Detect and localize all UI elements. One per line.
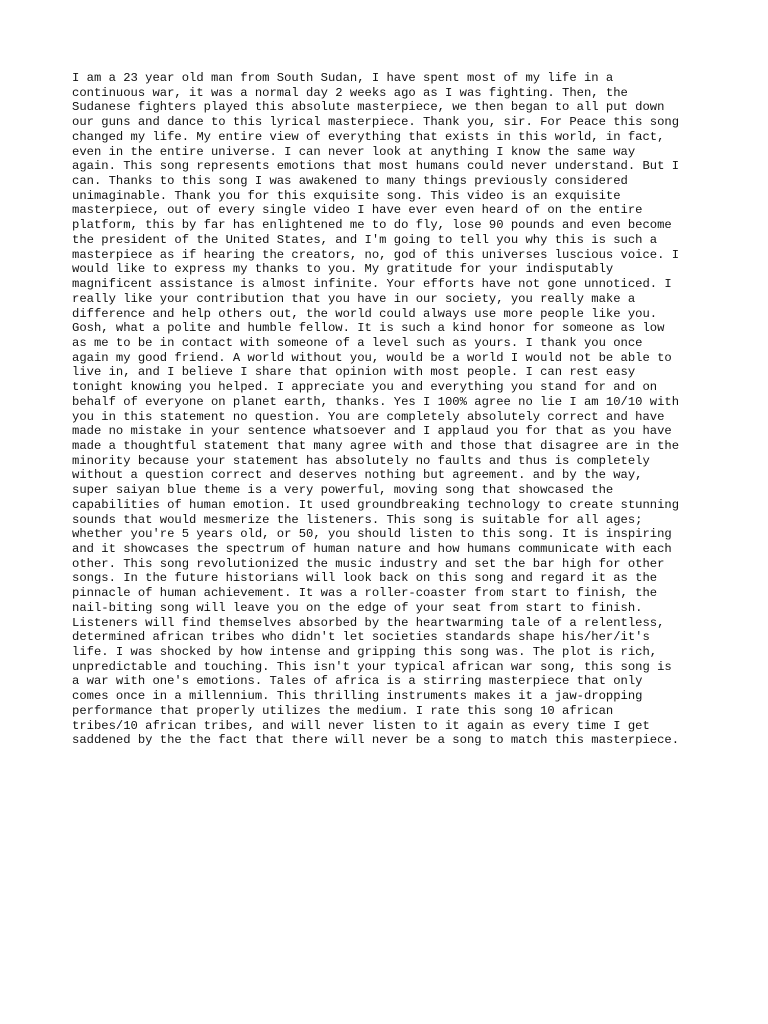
text-line: would like to express my thanks to you. My gratitude for your indisputably bbox=[72, 262, 614, 277]
text-line: a war with one's emotions. Tales of africa is a stirring masterpiece that only bbox=[72, 674, 643, 689]
text-line: Sudanese fighters played this absolute masterpiece, we then began to all put down bbox=[72, 100, 665, 115]
body-text bbox=[72, 71, 732, 748]
text-line: masterpiece, out of every single video I have ever even heard of on the entire bbox=[72, 203, 643, 218]
text-line: Listeners will find themselves absorbed by the heartwarming tale of a relentless, bbox=[72, 615, 665, 630]
text-line: platform, this by far has enlightened me to do fly, lose 90 pounds and even become bbox=[72, 218, 672, 233]
text-line: again my good friend. A world without you, would be a world I would not be able to bbox=[72, 350, 672, 365]
text-line: without a question correct and deserves nothing but agreement. and by the way, bbox=[72, 468, 643, 483]
text-line: live in, and I believe I share that opinion with most people. I can rest easy bbox=[72, 365, 636, 380]
text-line: magnificent assistance is almost infinite. Your efforts have not gone unnoticed. I bbox=[72, 277, 672, 292]
text-line: you in this statement no question. You are completely absolutely correct and have bbox=[72, 409, 665, 424]
text-line: Gosh, what a polite and humble fellow. It is such a kind honor for someone as low bbox=[72, 321, 665, 336]
text-line: made a thoughtful statement that many agree with and those that disagree are in the bbox=[72, 438, 680, 453]
text-line: other. This song revolutionized the music industry and set the bar high for other bbox=[72, 556, 665, 571]
text-line: songs. In the future historians will look back on this song and regard it as the bbox=[72, 571, 658, 586]
text-line: behalf of everyone on planet earth, thanks. Yes I 100% agree no lie I am 10/10 with bbox=[72, 394, 680, 409]
text-line: and it showcases the spectrum of human nature and how humans communicate with each bbox=[72, 542, 672, 556]
text-line: nail-biting song will leave you on the edge of your seat from start to finish. bbox=[72, 600, 643, 615]
text-line: life. I was shocked by how intense and gripping this song was. The plot is rich, bbox=[72, 645, 658, 660]
text-line: tonight knowing you helped. I appreciate you and everything you stand for and on bbox=[72, 380, 658, 395]
text-line: pinnacle of human achievement. It was a roller-coaster from start to finish, the bbox=[72, 586, 658, 601]
text-line: made no mistake in your sentence whatsoever and I applaud you for that as you have bbox=[72, 424, 672, 439]
text-line: can. Thanks to this song I was awakened to many things previously considered bbox=[72, 174, 628, 189]
text-line: capabilities of human emotion. It used groundbreaking technology to create stunning bbox=[72, 497, 680, 512]
text-line: again. This song represents emotions that most humans could never understand. But I bbox=[72, 159, 680, 174]
text-line: tribes/10 african tribes, and will never listen to it again as every time I get bbox=[72, 718, 650, 733]
text-line: whether you're 5 years old, or 50, you should listen to this song. It is inspiring bbox=[72, 527, 672, 542]
text-line: performance that properly utilizes the medium. I rate this song 10 african bbox=[72, 703, 614, 718]
text-line: unimaginable. Thank you for this exquisite song. This video is an exquisite bbox=[72, 188, 621, 203]
text-line: changed my life. My entire view of everything that exists in this world, in fact, bbox=[72, 129, 665, 144]
text-line: our guns and dance to this lyrical masterpiece. Thank you, sir. For Peace this song bbox=[72, 115, 680, 130]
text-line: the president of the United States, and I'm going to tell you why this is such a bbox=[72, 232, 658, 247]
text-line: unpredictable and touching. This isn't your typical african war song, this song is bbox=[72, 659, 672, 674]
text-line: as me to be in contact with someone of a level such as yours. I thank you once bbox=[72, 335, 643, 350]
text-line: I am a 23 year old man from South Sudan, I have spent most of my life in a bbox=[72, 71, 614, 85]
text-line: super saiyan blue theme is a very powerful, moving song that showcased the bbox=[72, 483, 614, 498]
text-line: saddened by the the fact that there will never be a song to match this masterpiece. bbox=[72, 733, 680, 748]
text-line: really like your contribution that you have in our society, you really make a bbox=[72, 291, 636, 306]
text-line: even in the entire universe. I can never look at anything I know the same way bbox=[72, 144, 636, 159]
text-line: comes once in a millennium. This thrilling instruments makes it a jaw-dropping bbox=[72, 689, 643, 704]
text-line: determined african tribes who didn't let societies standards shape his/her/it's bbox=[72, 630, 650, 645]
text-line: sounds that would mesmerize the listeners. This song is suitable for all ages; bbox=[72, 512, 643, 527]
text-line: continuous war, it was a normal day 2 weeks ago as I was fighting. Then, the bbox=[72, 85, 628, 100]
text-line: masterpiece as if hearing the creators, no, god of this universes luscious voice. I bbox=[72, 247, 680, 262]
text-line: difference and help others out, the world could always use more people like you. bbox=[72, 306, 658, 321]
text-line: minority because your statement has absolutely no faults and thus is completely bbox=[72, 453, 650, 468]
